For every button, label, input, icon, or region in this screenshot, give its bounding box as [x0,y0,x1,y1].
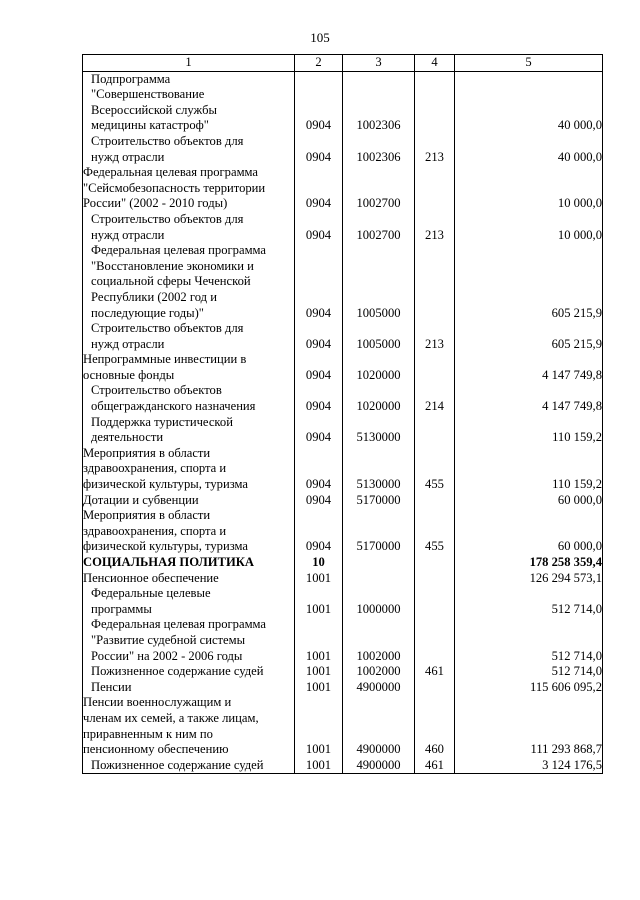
row-amount-cell: 40 000,0 [455,134,603,165]
row-section-code-cell: 0904 [295,446,343,493]
row-section-code-cell: 0904 [295,493,343,509]
table-row [83,695,603,757]
row-section-code-cell: 0904 [295,243,343,321]
row-name-cell: Пенсии [83,680,295,696]
row-section-code-cell: 1001 [295,664,343,680]
row-amount-cell: 4 147 749,8 [455,383,603,414]
table-row [83,415,603,446]
row-amount-cell: 60 000,0 [455,493,603,509]
row-name-cell: Подпрограмма "Совершенствование Всероссийской службы медицины катастроф" [83,71,295,134]
row-target-code-cell: 1020000 [343,352,415,383]
row-section-code-cell: 0904 [295,321,343,352]
row-name-cell: Федеральная целевая программа "Развитие судебной системы России" на 2002 - 2006 годы [83,617,295,664]
row-expense-type-cell [415,165,455,212]
row-name-cell: Мероприятия в области здравоохранения, спорта и физической культуры, туризма [83,446,295,493]
row-section-code-cell: 0904 [295,415,343,446]
row-expense-type-cell [415,243,455,321]
header-col-1: 1 [83,55,295,72]
row-name-cell: Федеральные целевые программы [83,586,295,617]
row-amount-cell: 111 293 868,7 [455,695,603,757]
row-amount-cell: 178 258 359,4 [455,555,603,571]
table-row [83,493,603,509]
row-name-cell: Пенсионное обеспечение [83,571,295,587]
table-row [83,243,603,321]
row-name-cell: Пенсии военнослужащим и членам их семей, а также лицам, приравненным к ним по пенсионному обеспечению [83,695,295,757]
row-target-code-cell: 5130000 [343,446,415,493]
page-number: 105 [310,30,330,45]
row-expense-type-cell [415,617,455,664]
row-section-code-cell: 1001 [295,680,343,696]
row-target-code-cell: 1002306 [343,134,415,165]
row-target-code-cell [343,555,415,571]
row-target-code-cell: 5170000 [343,493,415,509]
row-name-cell: Поддержка туристической деятельности [83,415,295,446]
row-name-cell: Федеральная целевая программа "Восстановление экономики и социальной сферы Чеченской Республики (2002 год и последующие годы)" [83,243,295,321]
row-section-code-cell: 0904 [295,508,343,555]
row-expense-type-cell: 460 [415,695,455,757]
row-expense-type-cell: 461 [415,758,455,774]
row-expense-type-cell [415,493,455,509]
row-section-code-cell: 1001 [295,617,343,664]
row-expense-type-cell [415,415,455,446]
row-section-code-cell: 1001 [295,758,343,774]
row-amount-cell: 40 000,0 [455,71,603,134]
row-section-code-cell: 0904 [295,71,343,134]
row-name-cell: Федеральная целевая программа "Сейсмобезопасность территории России" (2002 - 2010 годы) [83,165,295,212]
row-expense-type-cell: 455 [415,508,455,555]
row-expense-type-cell [415,71,455,134]
row-target-code-cell: 1002700 [343,212,415,243]
row-section-code-cell: 10 [295,555,343,571]
row-target-code-cell: 5170000 [343,508,415,555]
row-name-cell: Непрограммные инвестиции в основные фонды [83,352,295,383]
row-expense-type-cell [415,680,455,696]
row-section-code-cell: 0904 [295,383,343,414]
table-row [83,446,603,493]
row-expense-type-cell: 214 [415,383,455,414]
table-row [83,758,603,774]
row-name-cell: Пожизненное содержание судей [83,758,295,774]
table-header-row [83,55,603,72]
row-amount-cell: 4 147 749,8 [455,352,603,383]
row-amount-cell: 512 714,0 [455,664,603,680]
row-target-code-cell: 4900000 [343,758,415,774]
row-expense-type-cell: 455 [415,446,455,493]
row-section-code-cell: 0904 [295,212,343,243]
table-row [83,321,603,352]
row-name-cell: Пожизненное содержание судей [83,664,295,680]
row-name-cell: Строительство объектов общегражданского назначения [83,383,295,414]
table-row [83,134,603,165]
row-amount-cell: 605 215,9 [455,243,603,321]
row-amount-cell: 126 294 573,1 [455,571,603,587]
table-row [83,586,603,617]
row-amount-cell: 605 215,9 [455,321,603,352]
row-section-code-cell: 1001 [295,586,343,617]
row-amount-cell: 115 606 095,2 [455,680,603,696]
row-target-code-cell: 1005000 [343,321,415,352]
row-amount-cell: 512 714,0 [455,586,603,617]
table-row [83,212,603,243]
row-section-code-cell: 0904 [295,134,343,165]
row-section-code-cell: 1001 [295,695,343,757]
row-target-code-cell: 1020000 [343,383,415,414]
header-col-5: 5 [455,55,603,72]
row-expense-type-cell: 461 [415,664,455,680]
row-amount-cell: 60 000,0 [455,508,603,555]
row-name-cell: Дотации и субвенции [83,493,295,509]
table-row [83,383,603,414]
row-target-code-cell: 1002000 [343,617,415,664]
row-target-code-cell: 1002000 [343,664,415,680]
row-amount-cell: 3 124 176,5 [455,758,603,774]
row-expense-type-cell [415,571,455,587]
table-row [83,71,603,134]
header-col-4: 4 [415,55,455,72]
row-amount-cell: 10 000,0 [455,165,603,212]
row-section-code-cell: 0904 [295,352,343,383]
row-section-code-cell: 0904 [295,165,343,212]
row-name-cell: Строительство объектов для нужд отрасли [83,134,295,165]
table-row [83,664,603,680]
row-target-code-cell: 1002700 [343,165,415,212]
row-expense-type-cell: 213 [415,134,455,165]
row-target-code-cell: 5130000 [343,415,415,446]
table-row [83,508,603,555]
row-expense-type-cell [415,555,455,571]
row-target-code-cell: 1000000 [343,586,415,617]
row-target-code-cell: 4900000 [343,695,415,757]
row-expense-type-cell [415,352,455,383]
row-amount-cell: 512 714,0 [455,617,603,664]
row-amount-cell: 10 000,0 [455,212,603,243]
row-name-cell: Мероприятия в области здравоохранения, спорта и физической культуры, туризма [83,508,295,555]
row-amount-cell: 110 159,2 [455,446,603,493]
row-section-code-cell: 1001 [295,571,343,587]
row-target-code-cell: 1002306 [343,71,415,134]
row-amount-cell: 110 159,2 [455,415,603,446]
row-expense-type-cell: 213 [415,321,455,352]
table-row [83,352,603,383]
row-expense-type-cell [415,586,455,617]
row-target-code-cell: 1005000 [343,243,415,321]
row-name-cell: Строительство объектов для нужд отрасли [83,321,295,352]
table-body [83,71,603,774]
row-target-code-cell [343,571,415,587]
header-col-3: 3 [343,55,415,72]
table-row [83,555,603,571]
table-row [83,680,603,696]
row-target-code-cell: 4900000 [343,680,415,696]
header-col-2: 2 [295,55,343,72]
table-row [83,617,603,664]
budget-table [82,54,603,774]
table-row [83,571,603,587]
row-expense-type-cell: 213 [415,212,455,243]
row-name-cell: СОЦИАЛЬНАЯ ПОЛИТИКА [83,555,295,571]
table-row [83,165,603,212]
row-name-cell: Строительство объектов для нужд отрасли [83,212,295,243]
